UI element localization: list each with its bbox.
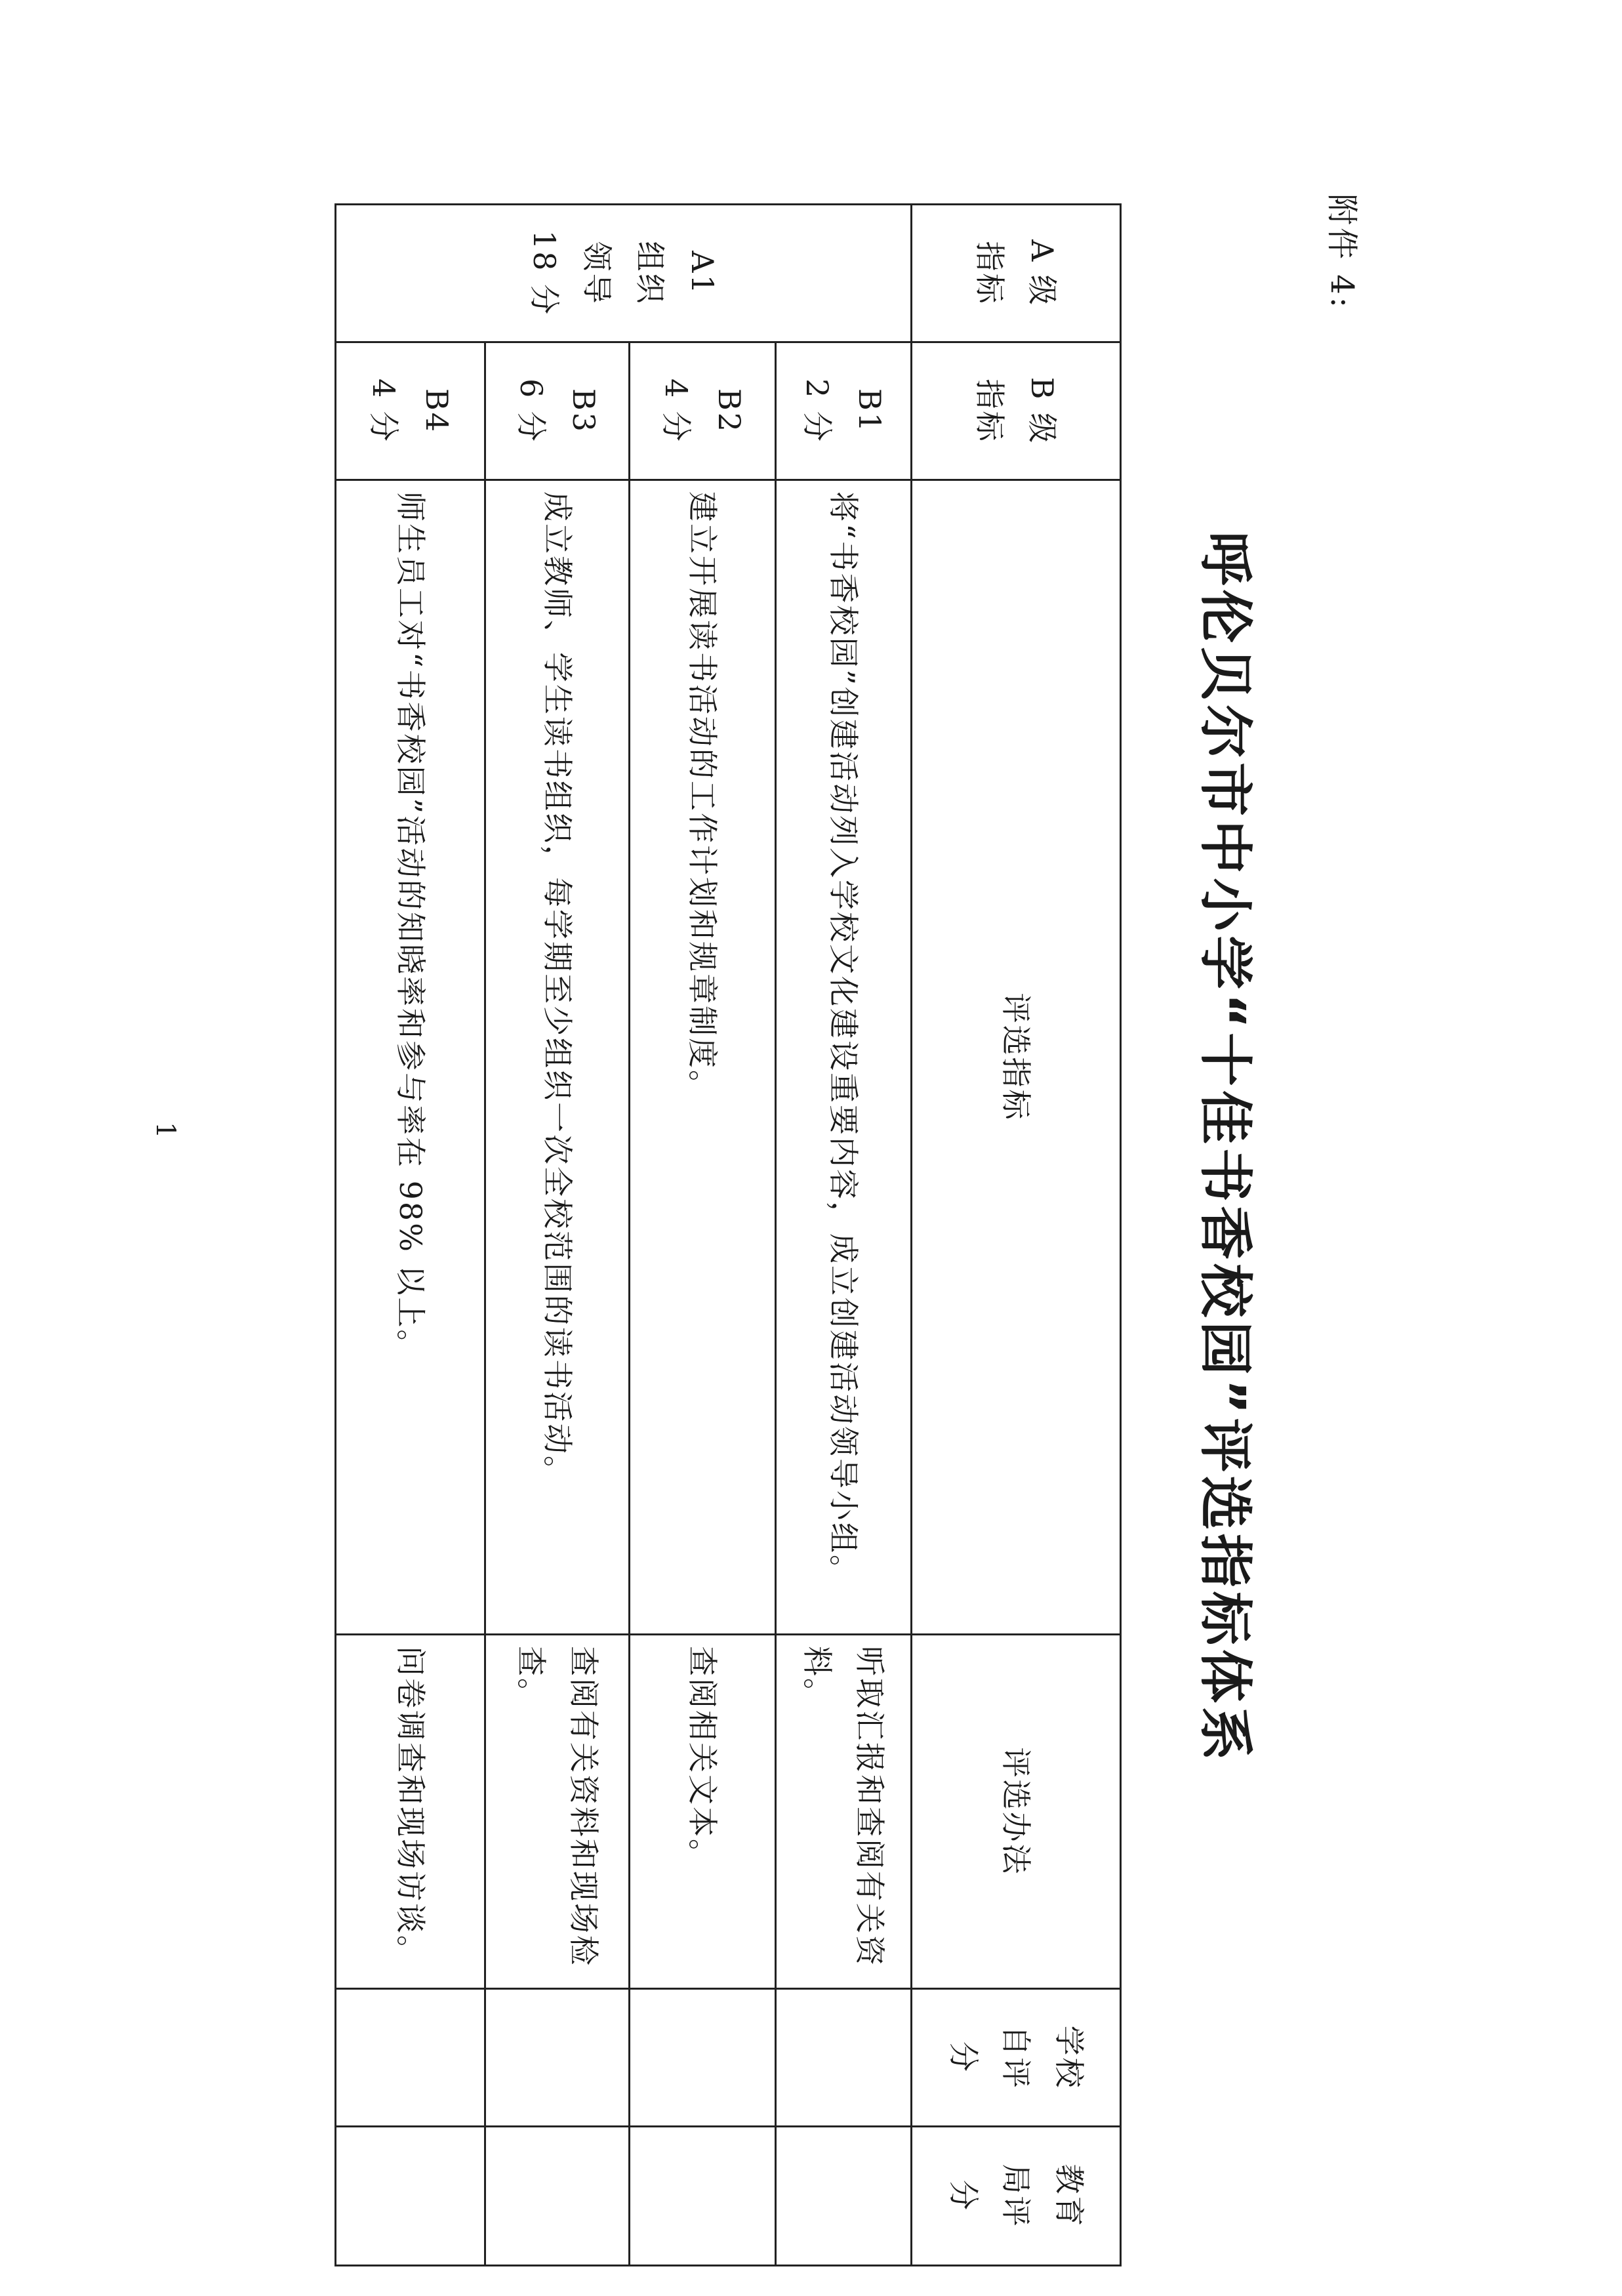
criteria-cell: 成立教师、学生读书组织，每学期至少组织一次全校范围的读书活动。 <box>485 480 630 1635</box>
table-row-b1 <box>775 205 911 2266</box>
table-row-b3 <box>485 205 630 2266</box>
criteria-cell: 师生员工对“书香校园”活动的知晓率和参与率在 98% 以上。 <box>336 480 485 1635</box>
bureau-score-cell <box>630 2127 776 2266</box>
attachment-label: 附件 4: <box>1324 194 1360 310</box>
criteria-cell: 将“书香校园”创建活动列入学校文化建设重要内容，成立创建活动领导小组。 <box>775 480 911 1635</box>
table-row-b2 <box>630 205 776 2266</box>
header-method: 评选办法 <box>912 1635 1121 1989</box>
header-criteria: 评选指标 <box>912 480 1121 1635</box>
page-number: 1 <box>150 1122 180 1139</box>
document-title: 呼伦贝尔市中小学“十佳书香校园”评选指标体系 <box>1194 531 1256 1765</box>
b-level-cell: B4 4 分 <box>336 342 485 480</box>
header-bureau-score: 教育 局评 分 <box>912 2127 1121 2266</box>
a1-cell: A1 组织 领导 18 分 <box>336 205 912 342</box>
school-score-cell <box>485 1989 630 2127</box>
b-level-cell: B2 4 分 <box>630 342 776 480</box>
school-score-cell <box>775 1989 911 2127</box>
method-cell: 查阅相关文本。 <box>630 1635 776 1989</box>
header-school-score: 学校 自评 分 <box>912 1989 1121 2127</box>
table-header-row <box>912 205 1121 2266</box>
b-level-cell: B1 2 分 <box>775 342 911 480</box>
header-a-level: A 级 指标 <box>912 205 1121 342</box>
method-cell: 听取汇报和查阅有关资料。 <box>775 1635 911 1989</box>
evaluation-table <box>335 203 1122 2266</box>
school-score-cell <box>630 1989 776 2127</box>
bureau-score-cell <box>485 2127 630 2266</box>
bureau-score-cell <box>775 2127 911 2266</box>
method-cell: 问卷调查和现场访谈。 <box>336 1635 485 1989</box>
school-score-cell <box>336 1989 485 2127</box>
bureau-score-cell <box>336 2127 485 2266</box>
criteria-cell: 建立开展读书活动的工作计划和规章制度。 <box>630 480 776 1635</box>
method-cell: 查阅有关资料和现场检查。 <box>485 1635 630 1989</box>
header-b-level: B 级 指标 <box>912 342 1121 480</box>
b-level-cell: B3 6 分 <box>485 342 630 480</box>
table-row-b4 <box>336 205 485 2266</box>
